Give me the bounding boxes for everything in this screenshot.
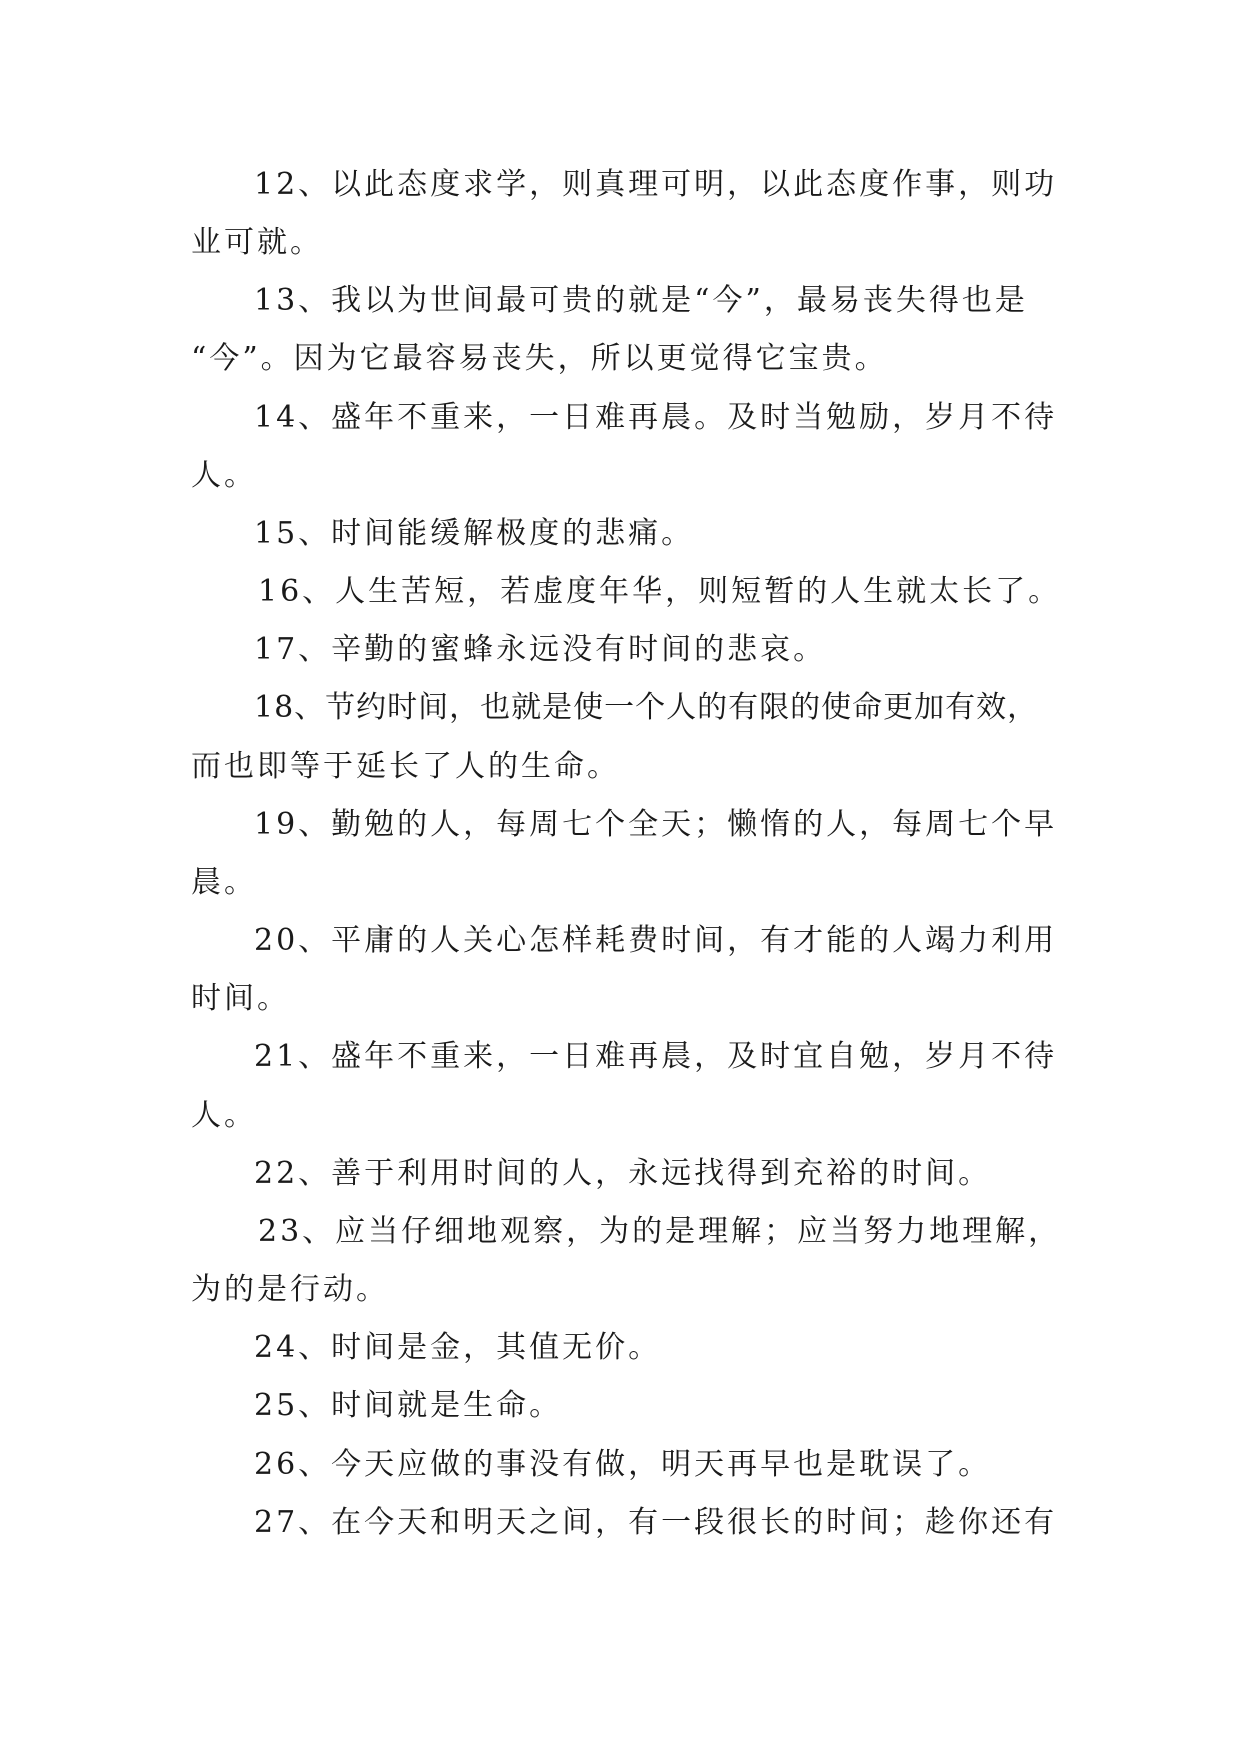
text-line: 16、人生苦短，若虚度年华，则短暂的人生就太长了。 [258, 574, 1062, 609]
text-line: “今”。因为它最容易丧失，所以更觉得它宝贵。 [191, 341, 888, 376]
text-line: 19、勤勉的人，每周七个全天；懒惰的人，每周七个早 [254, 807, 1058, 842]
text-line: 24、时间是金，其值无价。 [254, 1330, 662, 1365]
text-line: 27、在今天和明天之间，有一段很长的时间；趁你还有 [254, 1505, 1058, 1540]
text-line: 20、平庸的人关心怎样耗费时间，有才能的人竭力利用 [254, 923, 1058, 958]
text-line: 13、我以为世间最可贵的就是“今”，最易丧失得也是 [254, 283, 1028, 318]
text-line: 21、盛年不重来，一日难再晨，及时宜自勉，岁月不待 [254, 1039, 1058, 1074]
text-line: 26、今天应做的事没有做，明天再早也是耽误了。 [254, 1447, 992, 1482]
text-line: 晨。 [191, 865, 257, 900]
text-line: 22、善于利用时间的人，永远找得到充裕的时间。 [254, 1156, 992, 1191]
text-line: 为的是行动。 [191, 1272, 389, 1307]
text-line: 25、时间就是生命。 [254, 1388, 563, 1423]
text-line: 15、时间能缓解极度的悲痛。 [254, 516, 695, 551]
text-line: 业可就。 [191, 225, 323, 260]
text-line: 人。 [191, 1098, 257, 1133]
text-line: 时间。 [191, 981, 290, 1016]
text-line: 14、盛年不重来，一日难再晨。及时当勉励，岁月不待 [254, 400, 1058, 435]
text-line: 23、应当仔细地观察，为的是理解；应当努力地理解， [258, 1214, 1062, 1249]
text-line: 18、节约时间，也就是使一个人的有限的使命更加有效， [254, 690, 1039, 725]
text-line: 人。 [191, 458, 257, 493]
text-line: 17、辛勤的蜜蜂永远没有时间的悲哀。 [254, 632, 827, 667]
text-line: 12、以此态度求学，则真理可明，以此态度作事，则功 [254, 167, 1058, 202]
text-line: 而也即等于延长了人的生命。 [191, 749, 620, 784]
